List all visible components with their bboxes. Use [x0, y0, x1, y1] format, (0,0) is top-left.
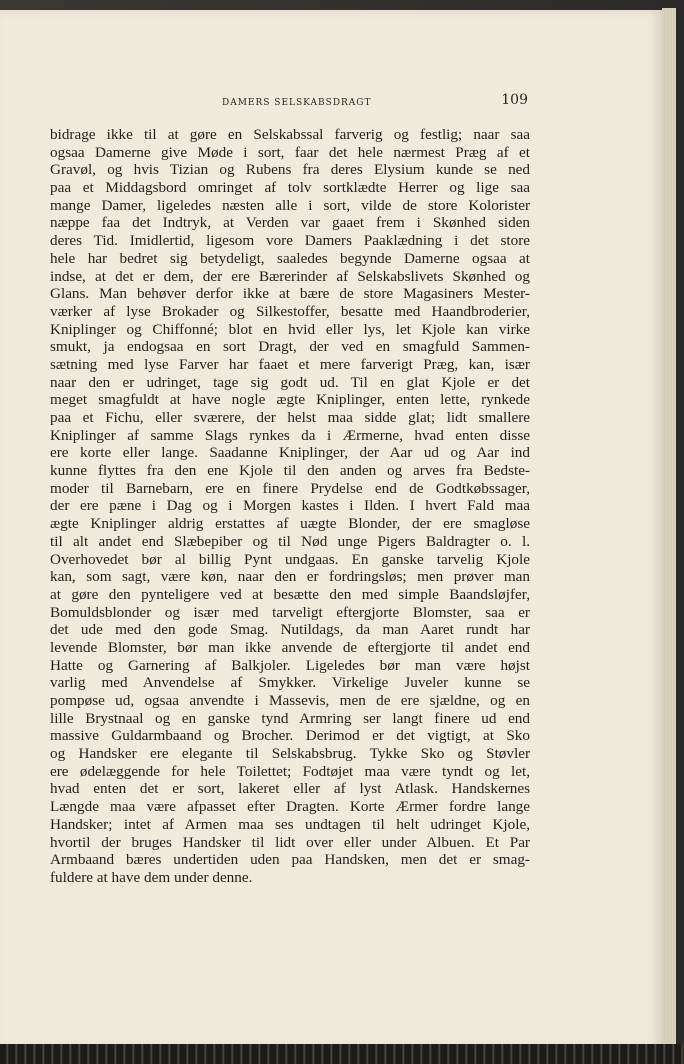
text-line: hvortil der bruges Handsker til lidt over eller under Albuen. Et Par [50, 833, 530, 851]
text-line: Hatte og Garnering af Balkjoler. Ligeledes bør man være højst [50, 656, 530, 674]
text-line: moder til Barnebarn, ere en finere Prydelse end de Godtkøbssager, [50, 479, 530, 497]
text-line: naar den er udringet, tage sig godt ud. Til en glat Kjole er det [50, 373, 530, 391]
text-line: kan, som sagt, være køn, naar den er fordringsløs; men prøver man [50, 568, 530, 586]
text-line: Længde maa være afpasset efter Dragten. Korte Ærmer fordre lange [50, 798, 530, 816]
text-line: fuldere at have dem under denne. [50, 868, 253, 886]
text-line: at gøre den pynteligere ved at besætte den med simple Baandsløjfer, [50, 585, 530, 603]
text-line: Kniplinger af samme Slags rynkes da i Ærmerne, hvad enten disse [50, 426, 530, 444]
text-line: massive Guldarmbaand og Brocher. Derimod er det vigtigt, at Sko [50, 727, 530, 745]
text-line: ogsaa Damerne give Møde i sort, faar det hele nærmest Præg af et [50, 143, 530, 161]
text-line: værker af lyse Brokader og Silkestoffer, besatte med Haandbroderier, [50, 302, 530, 320]
text-line: paa et Fichu, eller sværere, der helst maa sidde glat; lidt smallere [50, 409, 530, 426]
text-line: deres Tid. Imidlertid, ligesom vore Damers Paaklædning i det store [50, 232, 530, 250]
text-line: til alt andet end Slæbepiber og til Nød unge Pigers Baldragter o. l. [50, 532, 530, 550]
text-line: indse, at det er dem, der ere Bærerinder af Selskabslivets Skønhed og [50, 267, 530, 285]
text-line: paa et Middagsbord omringet af tolv sortklædte Herrer og lige saa [50, 179, 530, 197]
text-line: Gravøl, og hvis Tizian og Rubens fra deres Elysium kunde se ned [50, 161, 530, 179]
text-line: pompøse ud, ogsaa anvendte i Massevis, men de ere sjældne, og en [50, 692, 530, 709]
text-line: kunne flyttes fra den ene Kjole til den anden og arves fra Bedste- [50, 462, 530, 480]
text-line: og Handsker ere elegante til Selskabsbrug. Tykke Sko og Støvler [50, 745, 530, 763]
text-line: næppe faa det Indtryk, at Verden var gaaet frem i Skønhed siden [50, 214, 530, 232]
page-number: 109 [501, 92, 528, 108]
text-line: Kniplinger og Chiffonné; blot en hvid eller lys, let Kjole kan virke [50, 320, 530, 338]
text-line: meget smagfuldt at have nogle ægte Kniplinger, enten lette, rynkede [50, 391, 530, 409]
text-line: hvad enten det er sort, lakeret eller af lyst Atlask. Handskernes [50, 780, 530, 798]
body-paragraph [50, 126, 530, 887]
text-line: ere ødelæggende for hele Toilettet; Fodtøjet maa være tyndt og let, [50, 762, 530, 780]
text-line: sætning med lyse Farver har faaet et mere farverigt Præg, kan, især [50, 355, 530, 373]
text-line: ere korte eller lange. Saadanne Kniplinger, der Aar ud og Aar ind [50, 444, 530, 462]
running-title: DAMERS SELSKABSDRAGT [222, 98, 372, 108]
text-line: det ude med den gode Smag. Nutildags, da man Aaret rundt har [50, 621, 530, 639]
text-line: lille Brystnaal og en ganske tynd Armring ser langt finere ud end [50, 709, 530, 727]
text-line: smukt, ja endogsaa en sort Dragt, der ved en smagfuld Sammen- [50, 338, 530, 356]
text-line: mange Damer, ligeledes næsten alle i sort, vilde de store Kolorister [50, 196, 530, 214]
scanner-bottom-strip [0, 1044, 684, 1064]
text-line: hele har bedret sig betydeligt, saaledes begynde Damerne ogsaa at [50, 249, 530, 267]
text-line: levende Blomster, bør man ikke anvende de eftergjorte til andet end [50, 638, 530, 656]
page-header [50, 92, 530, 112]
text-line: Bomuldsblonder og især med tarveligt eftergjorte Blomster, saa er [50, 603, 530, 621]
text-line: varlig med Anvendelse af Smykker. Virkelige Juveler kunne se [50, 674, 530, 692]
text-line: der ere pæne i Dag og i Morgen kastes i Ilden. I hvert Fald maa [50, 497, 530, 515]
page-stack-edge [662, 8, 676, 1050]
text-line: ægte Kniplinger aldrig erstattes af uægte Blonder, der ere smagløse [50, 515, 530, 533]
text-line: bidrage ikke til at gøre en Selskabssal farverig og festlig; naar saa [50, 126, 530, 143]
text-line: Armbaand bæres undertiden uden paa Handsken, men det er smag- [50, 851, 530, 869]
text-line: Glans. Man behøver derfor ikke at bære de store Magasiners Mester- [50, 285, 530, 303]
text-line: Handsker; intet af Armen maa ses undtagen til helt udringet Kjole, [50, 815, 530, 833]
text-line: Overhovedet bør al billig Pynt undgaas. En ganske tarvelig Kjole [50, 550, 530, 568]
